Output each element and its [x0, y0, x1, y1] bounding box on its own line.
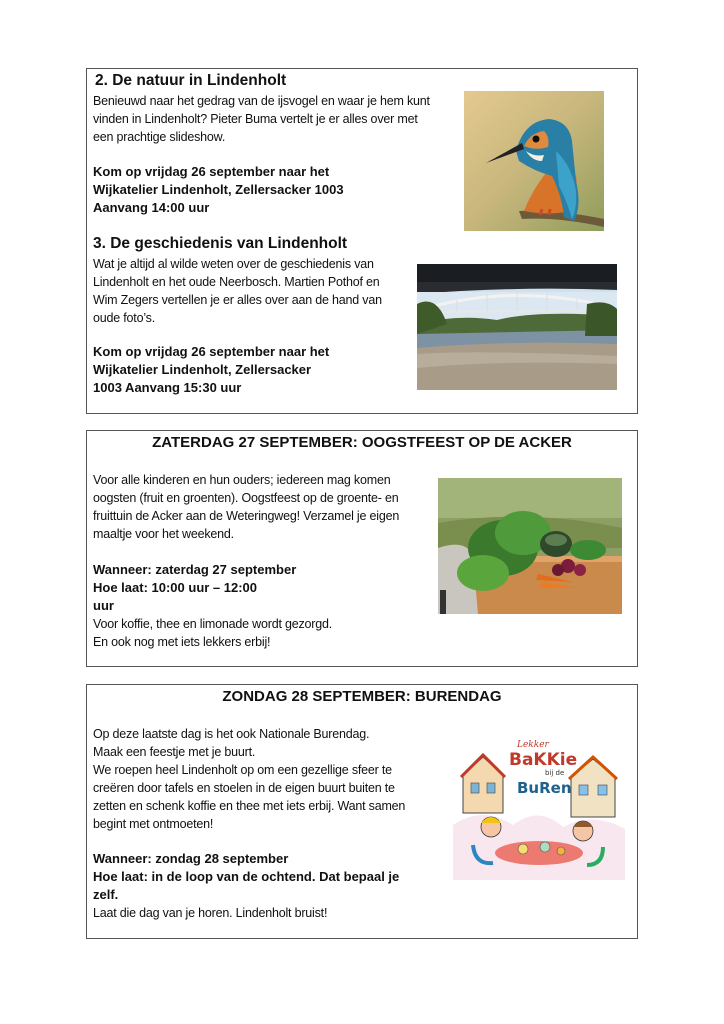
- illustration-word-2: bij de: [545, 769, 565, 777]
- activities-box-saturday: [86, 430, 638, 667]
- kingfisher-photo: [464, 91, 604, 231]
- section-title-natuur: 2. De natuur in Lindenholt: [95, 72, 287, 89]
- vegetables-icon: [438, 478, 622, 614]
- burendag-description: Op deze laatste dag is het ook Nationale Burendag. Maak een feestje met je buurt. We roepen heel Lindenholt op om een gezellige sfeer te creëren door tafels en stoelen in de eigen buurt buiten te zetten en schenk koffie en thee met iets erbij. Want samen begint met ontmoeten!: [93, 727, 406, 831]
- neighbors-party-icon: [453, 735, 625, 880]
- natuur-when: Kom op vrijdag 26 september naar het Wijkatelier Lindenholt, Zellersacker 1003 Aanvang 14:00 uur: [93, 164, 344, 215]
- bridge-icon: [417, 264, 617, 390]
- activities-box-friday: [86, 68, 638, 414]
- burendag-footer: Laat die dag van je horen. Lindenholt bruist!: [93, 906, 328, 920]
- vegetables-photo: [438, 478, 622, 614]
- section-title-oogstfeest: ZATERDAG 27 SEPTEMBER: OOGSTFEEST OP DE ACKER: [152, 434, 572, 451]
- bakkie-bij-de-buren-illustration: [453, 735, 625, 880]
- bridge-photo: [417, 264, 617, 390]
- activities-box-sunday: [86, 684, 638, 939]
- illustration-word-1: BaKKie: [509, 750, 578, 770]
- oogstfeest-description: Voor alle kinderen en hun ouders; iedereen mag komen oogsten (fruit en groenten). Oogstfeest op de groente- en fruittuin de Acker aan de Weteringweg! Verzamel je eigen maaltje voor het weekend.: [93, 473, 400, 541]
- geschiedenis-when: Kom op vrijdag 26 september naar het Wijkatelier Lindenholt, Zellersacker 1003 Aanvang 15:30 uur: [93, 344, 330, 395]
- geschiedenis-description: Wat je altijd al wilde weten over de geschiedenis van Lindenholt en het oude Neerbosch. Martien Pothof en Wim Zegers vertellen je er alles over aan de hand van oude foto’s.: [93, 257, 382, 325]
- burendag-when: Wanneer: zondag 28 september Hoe laat: in de loop van de ochtend. Dat bepaal je zelf.: [93, 851, 400, 902]
- section-title-geschiedenis: 3. De geschiedenis van Lindenholt: [93, 235, 348, 252]
- oogstfeest-when: Wanneer: zaterdag 27 september Hoe laat: 10:00 uur – 12:00 uur: [93, 562, 297, 613]
- kingfisher-icon: [464, 91, 604, 231]
- natuur-description: Benieuwd naar het gedrag van de ijsvogel en waar je hem kunt vinden in Lindenholt? Pieter Buma vertelt je er alles over met een prachtige slideshow.: [93, 94, 430, 144]
- illustration-word-3: BuRen: [517, 779, 572, 797]
- section-title-burendag: ZONDAG 28 SEPTEMBER: BURENDAG: [222, 688, 502, 705]
- illustration-top-word: Lekker: [517, 740, 549, 750]
- oogstfeest-footer: Voor koffie, thee en limonade wordt gezorgd. En ook nog met iets lekkers erbij!: [93, 617, 333, 649]
